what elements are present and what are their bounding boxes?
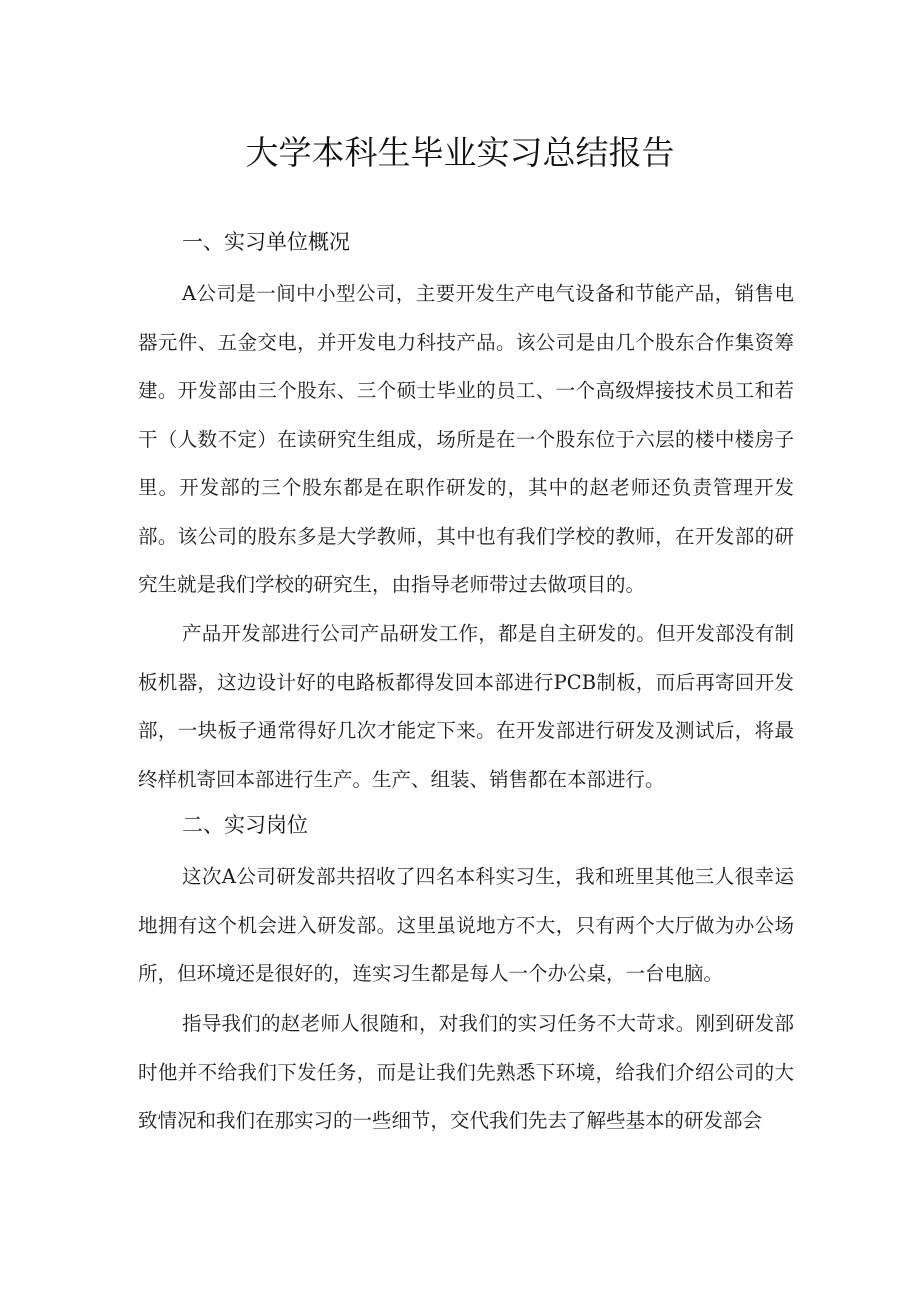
- document-title: 大学本科生毕业实习总结报告: [245, 133, 675, 172]
- paragraph-mentor: 指导我们的赵老师人很随和，对我们的实习任务不大苛求。刚到研发部时他并不给我们下发任务，而是让我们先熟悉下环境，给我们介绍公司的大致情况和我们在那实习的一些细节，交代我们先去了解些基本的研发部会: [138, 1012, 794, 1132]
- section-heading-internship-position: 二、实习岗位: [182, 813, 308, 837]
- section-heading-company-overview: 一、实习单位概况: [182, 230, 350, 254]
- paragraph-intern-recruitment: 这次A公司研发部共招收了四名本科实习生，我和班里其他三人很幸运地拥有这个机会进入研发部。这里虽说地方不大，只有两个大厅做为办公场所，但环境还是很好的，连实习生都是每人一个办公桌，一台电脑。: [138, 865, 794, 985]
- paragraph-product-development: 产品开发部进行公司产品研发工作，都是自主研发的。但开发部没有制板机器，这边设计好的电路板都得发回本部进行PCB制板，而后再寄回开发部，一块板子通常得好几次才能定下来。在开发部进行研发及测试后，将最终样机寄回本部进行生产。生产、组装、销售都在本部进行。: [138, 622, 794, 791]
- paragraph-company-description: A公司是一间中小型公司，主要开发生产电气设备和节能产品，销售电器元件、五金交电，并开发电力科技产品。该公司是由几个股东合作集资筹建。开发部由三个股东、三个硕士毕业的员工、一个高级焊接技术员工和若干（人数不定）在读研究生组成，场所是在一个股东位于六层的楼中楼房子里。开发部的三个股东都是在职作研发的，其中的赵老师还负责管理开发部。该公司的股东多是大学教师，其中也有我们学校的教师，在开发部的研究生就是我们学校的研究生，由指导老师带过去做项目的。: [138, 282, 794, 596]
